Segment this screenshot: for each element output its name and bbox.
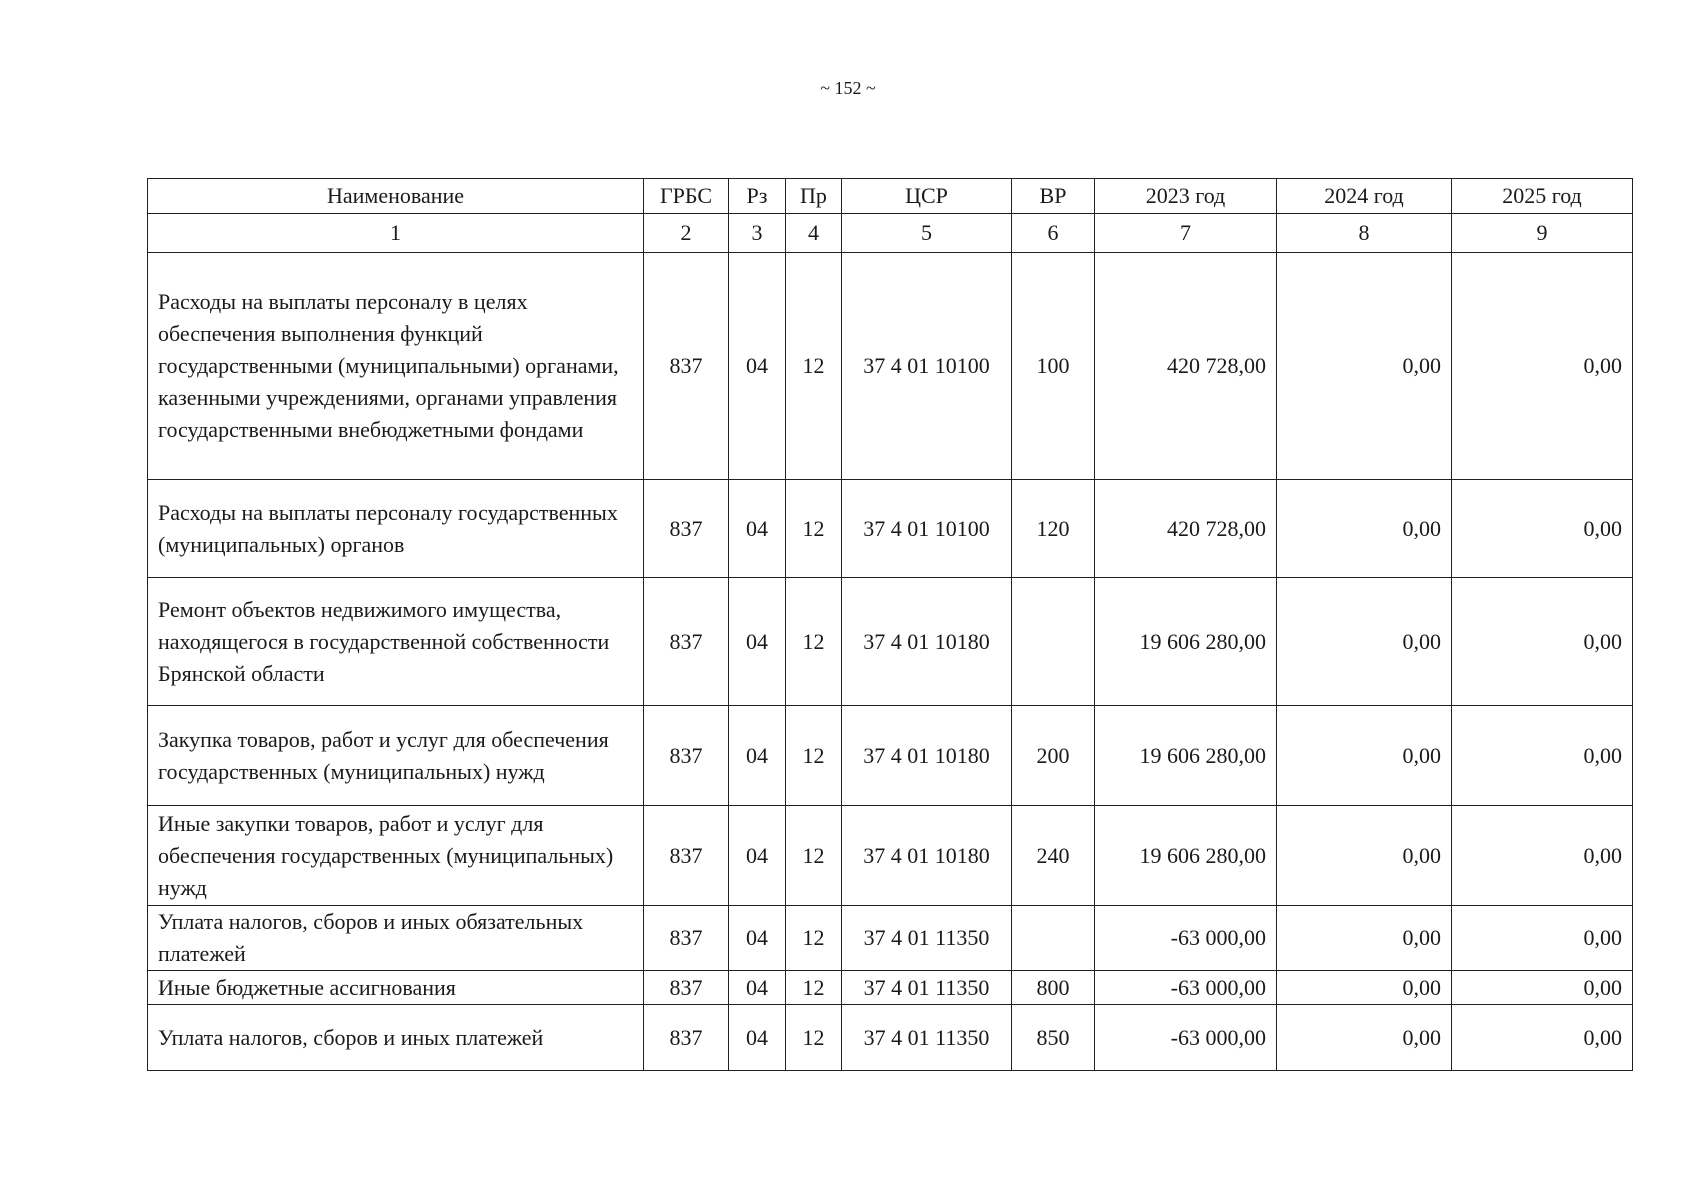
column-number: 8 [1277,214,1452,253]
row-2023: -63 000,00 [1095,906,1277,971]
column-number: 3 [729,214,786,253]
header-grbs: ГРБС [644,179,729,214]
row-vr: 800 [1012,971,1095,1005]
row-2023: 19 606 280,00 [1095,578,1277,706]
row-csr: 37 4 01 10180 [842,578,1012,706]
row-rz: 04 [729,578,786,706]
row-2025: 0,00 [1452,806,1633,906]
row-rz: 04 [729,971,786,1005]
row-csr: 37 4 01 10100 [842,480,1012,578]
row-vr: 240 [1012,806,1095,906]
table-row [148,971,1633,1005]
table-row [148,706,1633,806]
row-rz: 04 [729,906,786,971]
row-name: Расходы на выплаты персоналу в целях обеспечения выполнения функций государственными (муниципальными) органами, казенными учреждениями, органами управления государственными внебюджетными фондами [148,253,644,480]
table-row [148,906,1633,971]
row-grbs: 837 [644,971,729,1005]
header-2023: 2023 год [1095,179,1277,214]
table-row [148,806,1633,906]
header-name: Наименование [148,179,644,214]
row-grbs: 837 [644,906,729,971]
row-2024: 0,00 [1277,906,1452,971]
row-2025: 0,00 [1452,253,1633,480]
row-vr: 200 [1012,706,1095,806]
row-csr: 37 4 01 11350 [842,906,1012,971]
column-number: 9 [1452,214,1633,253]
column-number: 1 [148,214,644,253]
row-2024: 0,00 [1277,480,1452,578]
row-csr: 37 4 01 11350 [842,971,1012,1005]
column-number: 4 [786,214,842,253]
row-pr: 12 [786,806,842,906]
header-2025: 2025 год [1452,179,1633,214]
row-2024: 0,00 [1277,253,1452,480]
header-row [148,179,1633,214]
table-row [148,480,1633,578]
row-csr: 37 4 01 10180 [842,806,1012,906]
row-vr: 850 [1012,1005,1095,1071]
row-2025: 0,00 [1452,971,1633,1005]
table-row [148,253,1633,480]
header-csr: ЦСР [842,179,1012,214]
row-2023: -63 000,00 [1095,1005,1277,1071]
table-row [148,1005,1633,1071]
row-pr: 12 [786,906,842,971]
row-2024: 0,00 [1277,1005,1452,1071]
budget-table [147,178,1633,1071]
row-2023: 420 728,00 [1095,253,1277,480]
row-name: Уплата налогов, сборов и иных обязательных платежей [148,906,644,971]
row-pr: 12 [786,480,842,578]
row-name: Закупка товаров, работ и услуг для обеспечения государственных (муниципальных) нужд [148,706,644,806]
row-pr: 12 [786,971,842,1005]
header-rz: Рз [729,179,786,214]
row-name: Ремонт объектов недвижимого имущества, находящегося в государственной собственности Брянской области [148,578,644,706]
row-2025: 0,00 [1452,480,1633,578]
row-2025: 0,00 [1452,1005,1633,1071]
row-grbs: 837 [644,578,729,706]
row-name: Иные бюджетные ассигнования [148,971,644,1005]
row-name: Иные закупки товаров, работ и услуг для обеспечения государственных (муниципальных) нужд [148,806,644,906]
row-2023: -63 000,00 [1095,971,1277,1005]
row-vr [1012,578,1095,706]
row-vr: 120 [1012,480,1095,578]
column-number-row [148,214,1633,253]
row-rz: 04 [729,253,786,480]
row-grbs: 837 [644,1005,729,1071]
row-pr: 12 [786,253,842,480]
row-rz: 04 [729,706,786,806]
row-rz: 04 [729,806,786,906]
row-2025: 0,00 [1452,906,1633,971]
header-2024: 2024 год [1277,179,1452,214]
row-2025: 0,00 [1452,578,1633,706]
row-pr: 12 [786,706,842,806]
header-vr: ВР [1012,179,1095,214]
row-2024: 0,00 [1277,578,1452,706]
column-number: 7 [1095,214,1277,253]
row-2023: 19 606 280,00 [1095,806,1277,906]
row-pr: 12 [786,578,842,706]
column-number: 6 [1012,214,1095,253]
row-csr: 37 4 01 10180 [842,706,1012,806]
row-vr: 100 [1012,253,1095,480]
column-number: 5 [842,214,1012,253]
row-vr [1012,906,1095,971]
row-grbs: 837 [644,253,729,480]
row-grbs: 837 [644,706,729,806]
row-grbs: 837 [644,480,729,578]
row-2025: 0,00 [1452,706,1633,806]
row-2024: 0,00 [1277,971,1452,1005]
table-row [148,578,1633,706]
row-rz: 04 [729,480,786,578]
row-grbs: 837 [644,806,729,906]
page-number: ~ 152 ~ [820,78,876,98]
row-name: Расходы на выплаты персоналу государственных (муниципальных) органов [148,480,644,578]
row-2023: 420 728,00 [1095,480,1277,578]
row-2024: 0,00 [1277,806,1452,906]
column-number: 2 [644,214,729,253]
header-pr: Пр [786,179,842,214]
row-rz: 04 [729,1005,786,1071]
row-csr: 37 4 01 10100 [842,253,1012,480]
row-csr: 37 4 01 11350 [842,1005,1012,1071]
row-2024: 0,00 [1277,706,1452,806]
row-pr: 12 [786,1005,842,1071]
row-name: Уплата налогов, сборов и иных платежей [148,1005,644,1071]
row-2023: 19 606 280,00 [1095,706,1277,806]
